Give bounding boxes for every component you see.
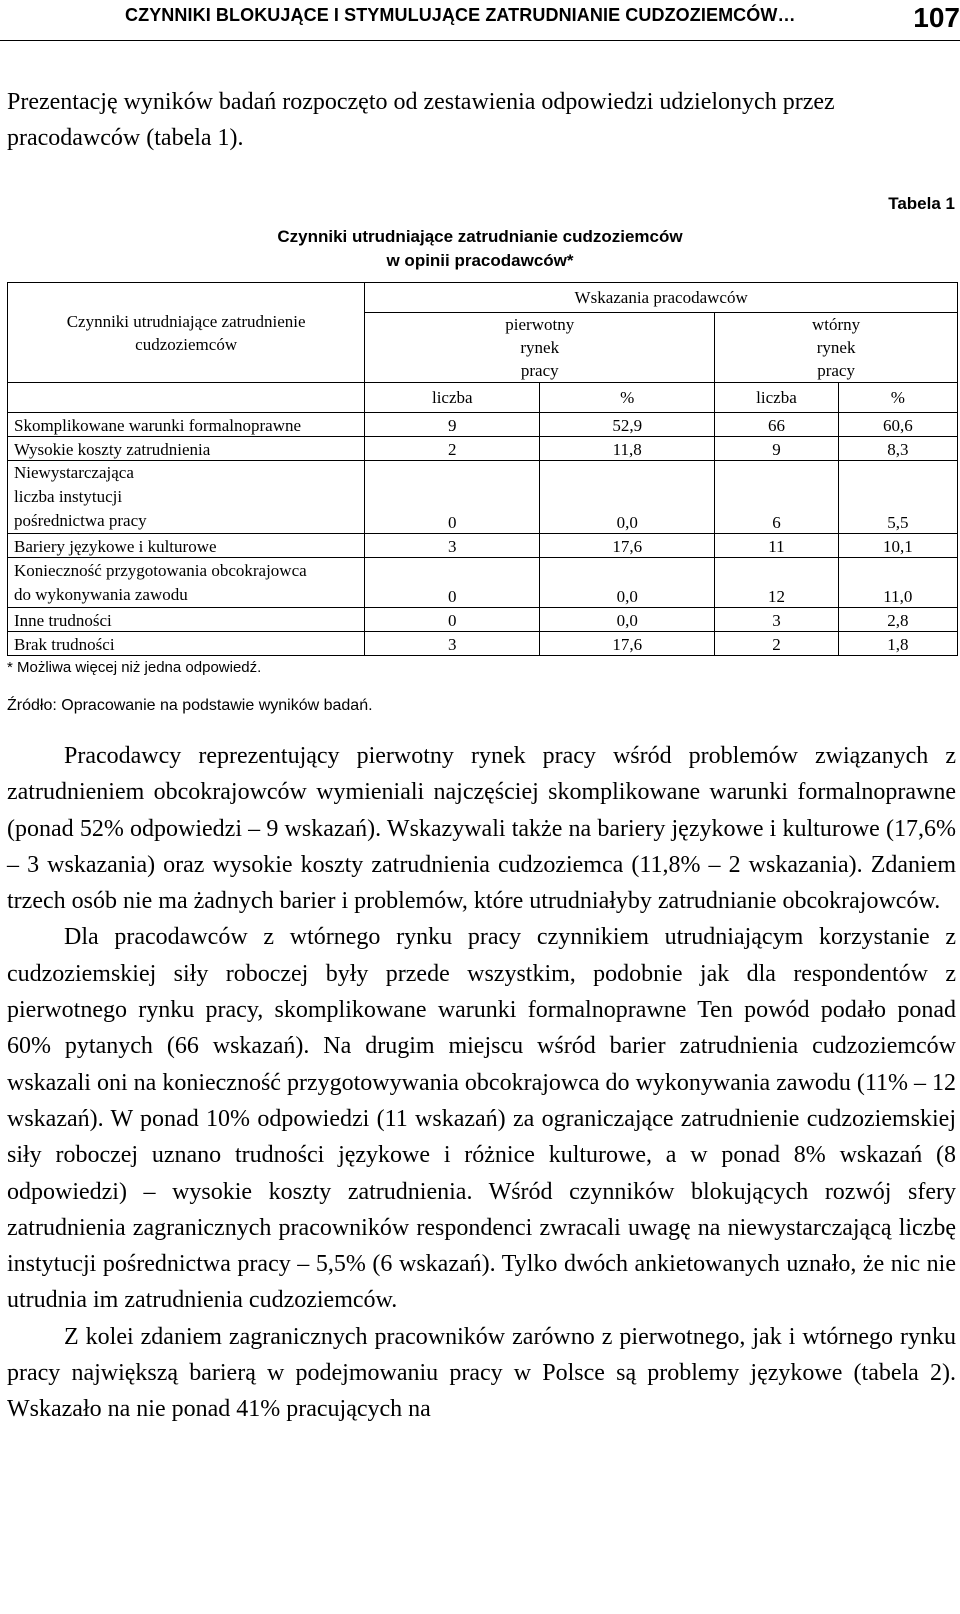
primary-pct: 11,8	[540, 437, 715, 461]
col-pct-primary: %	[540, 383, 715, 413]
primary-pct: 17,6	[540, 632, 715, 656]
paragraph: Z kolei zdaniem zagranicznych pracowników zarówno z pierwotnego, jak i wtórnego rynku pracy największą barierą w podejmowaniu pracy w Polsce są problemy językowe (tabela 2). Wskazało na nie ponad 41% pracujących na	[7, 1323, 956, 1423]
secondary-count: 11	[715, 534, 838, 558]
secondary-pct: 1,8	[838, 632, 957, 656]
primary-count: 0	[365, 608, 540, 632]
primary-pct: 17,6	[540, 534, 715, 558]
primary-count: 3	[365, 632, 540, 656]
primary-pct: 52,9	[540, 413, 715, 437]
table-row	[8, 437, 958, 461]
col-pct-secondary: %	[838, 383, 957, 413]
row-label: Konieczność przygotowania obcokrajowca do wykonywania zawodu	[8, 558, 365, 608]
row-label: Wysokie koszty zatrudnienia	[8, 437, 365, 461]
body-text	[7, 738, 956, 1428]
col-count-secondary: liczba	[715, 383, 838, 413]
secondary-pct: 10,1	[838, 534, 957, 558]
table-number: Tabela 1	[888, 194, 955, 213]
head-primary: pierwotny rynek pracy	[365, 313, 715, 383]
secondary-pct: 60,6	[838, 413, 957, 437]
table-source: Źródło: Opracowanie na podstawie wyników badań.	[7, 697, 373, 714]
primary-count: 0	[365, 461, 540, 534]
secondary-count: 9	[715, 437, 838, 461]
table-row	[8, 608, 958, 632]
row-label: Brak trudności	[8, 632, 365, 656]
head-factor: Czynniki utrudniające zatrudnienie cudzoziemców	[8, 283, 365, 383]
table-row	[8, 558, 958, 608]
secondary-pct: 5,5	[838, 461, 957, 534]
col-count-primary: liczba	[365, 383, 540, 413]
secondary-pct: 8,3	[838, 437, 957, 461]
primary-count: 2	[365, 437, 540, 461]
row-label: Inne trudności	[8, 608, 365, 632]
table-title-line1: Czynniki utrudniające zatrudnianie cudzoziemców	[277, 227, 683, 246]
primary-pct: 0,0	[540, 608, 715, 632]
secondary-count: 66	[715, 413, 838, 437]
primary-count: 3	[365, 534, 540, 558]
row-label: Niewystarczająca liczba instytucji pośrednictwa pracy	[8, 461, 365, 534]
head-empty	[8, 383, 365, 413]
table-title-line2: w opinii pracodawców*	[386, 251, 574, 270]
paragraph: Pracodawcy reprezentujący pierwotny rynek pracy wśród problemów związanych z zatrudnieniem obcokrajowców wymieniali najczęściej skomplikowane warunki formalnoprawne (ponad 52% odpowiedzi – 9 wskazań). Wskazywali także na bariery językowe i kulturowe (17,6% – 3 wskazania) oraz wysokie koszty zatrudnienia cudzoziemca (11,8% – 2 wskazania). Zdaniem trzech osób nie ma żadnych barier i problemów, które utrudniałyby zatrudnianie obcokrajowców.	[7, 743, 956, 915]
page-number: 107	[913, 2, 960, 33]
table-footnote: * Możliwa więcej niż jedna odpowiedź.	[7, 659, 262, 676]
secondary-count: 6	[715, 461, 838, 534]
table-row	[8, 534, 958, 558]
secondary-pct: 11,0	[838, 558, 957, 608]
primary-pct: 0,0	[540, 558, 715, 608]
table-row	[8, 413, 958, 437]
page-header	[0, 0, 960, 41]
intro-text: Prezentację wyników badań rozpoczęto od zestawienia odpowiedzi udzielonych przez pracodawców (tabela 1).	[7, 89, 835, 151]
primary-count: 0	[365, 558, 540, 608]
running-title: CZYNNIKI BLOKUJĄCE I STYMULUJĄCE ZATRUDNIANIE CUDZOZIEMCÓW…	[125, 5, 796, 25]
table-row	[8, 461, 958, 534]
secondary-pct: 2,8	[838, 608, 957, 632]
table-title	[200, 225, 760, 273]
secondary-count: 2	[715, 632, 838, 656]
row-label: Skomplikowane warunki formalnoprawne	[8, 413, 365, 437]
head-secondary: wtórny rynek pracy	[715, 313, 958, 383]
paragraph: Dla pracodawców z wtórnego rynku pracy czynnikiem utrudniającym korzystanie z cudzoziemskiej siły roboczej były przede wszystkim, podobnie jak dla respondentów z pierwotnego rynku pracy, skomplikowane warunki formalnoprawne Ten powód podało ponad 60% pytanych (66 wskazań). Na drugim miejscu wśród barier zatrudnienia cudzoziemców wskazali oni na konieczność przygotowywania obcokrajowca do wykonywania zawodu (11% – 12 wskazań). W ponad 10% odpowiedzi (11 wskazań) za ograniczające zatrudnienie cudzoziemskiej siły roboczej uznano trudności językowe i różnice kulturowe, a w ponad 8% wskazań (8 odpowiedzi) – wysokie koszty zatrudnienia. Wśród czynników blokujących rozwój sfery zatrudnienia zagranicznych pracowników respondenci zwracali uwagę na niewystarczającą liczbę instytucji pośrednictwa pracy – 5,5% (6 wskazań). Tylko dwóch ankietowanych uznało, że nic nie utrudnia im zatrudnienia cudzoziemców.	[7, 924, 956, 1314]
row-label: Bariery językowe i kulturowe	[8, 534, 365, 558]
secondary-count: 12	[715, 558, 838, 608]
primary-count: 9	[365, 413, 540, 437]
secondary-count: 3	[715, 608, 838, 632]
table-row	[8, 632, 958, 656]
primary-pct: 0,0	[540, 461, 715, 534]
head-group: Wskazania pracodawców	[365, 283, 958, 313]
factors-table	[7, 282, 958, 656]
